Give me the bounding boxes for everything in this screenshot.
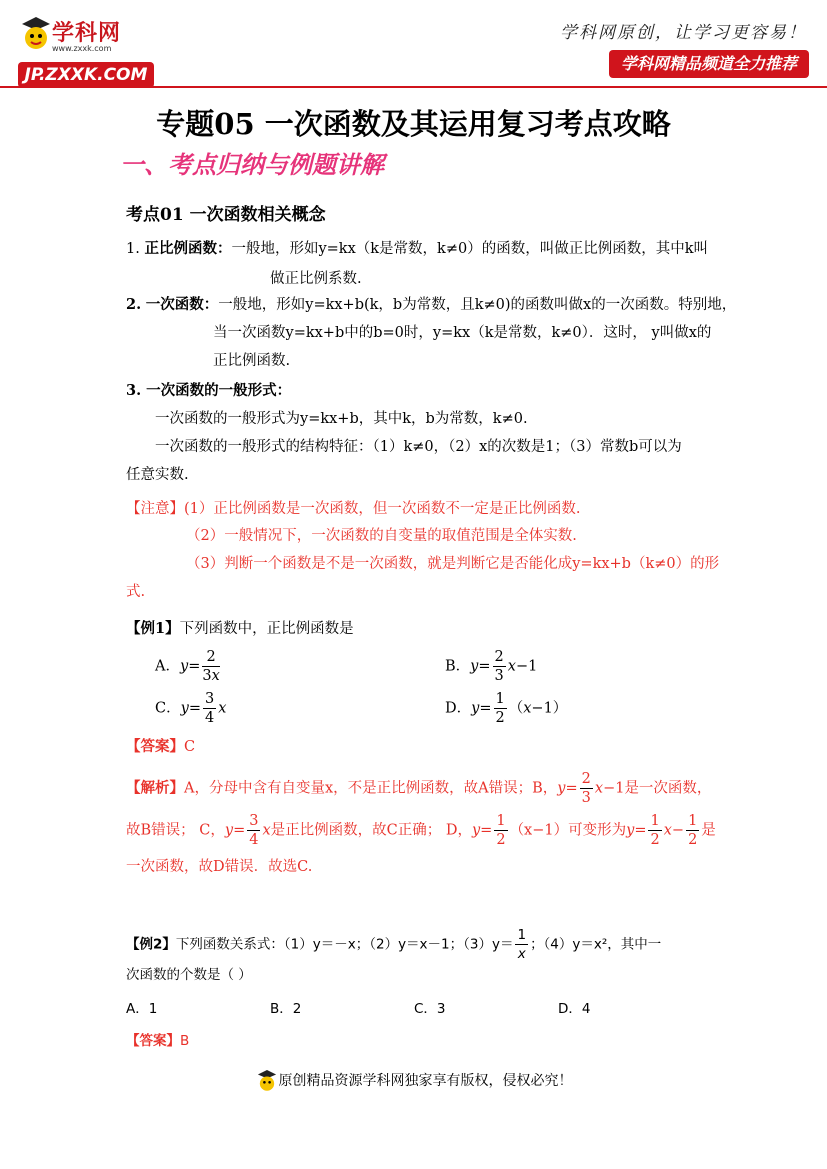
analysis-text-2a: 故B错误； C， <box>126 822 225 839</box>
example-1-text: 下列函数中，正比例函数是 <box>179 621 354 637</box>
option-a: A．y= $\frac{2}{3x}$ <box>155 649 220 684</box>
example-2-question-line1: 【例2】下列函数关系式：（1）y＝－x；（2）y＝x－1；（3）y＝ $\frac{1}{x}$ ；（4）y＝x²，其中一 <box>126 927 662 962</box>
analysis-line-2: 故B错误； C，y= $\frac{3}{4}$ x是正比例函数，故C正确； D，y= $\frac{1}{2}$ （x−1）可变形为y= $\frac{1}{2}$ x− $\frac{1}{2}$ 是 <box>126 813 716 848</box>
option-c-label: C． <box>155 700 181 717</box>
ex2-option-c: C．3 <box>414 1001 446 1017</box>
example-1-tag: 【例1】 <box>126 620 180 637</box>
item-2-line1: 一般地，形如y=kx+b(k，b为常数，且k≠0)的函数叫做x的一次函数。特别地， <box>218 297 737 313</box>
item-1-line1: 一般地，形如y=kx（k是常数，k≠0）的函数，叫做正比例函数，其中k叫 <box>231 241 708 257</box>
analysis-text-2b: 是正比例函数，故C正确； D， <box>270 822 472 839</box>
ex2-answer-tag: 【答案】 <box>126 1033 180 1049</box>
note-text-1: (1）正比例函数是一次函数，但一次函数不一定是正比例函数. <box>184 501 581 517</box>
item-3-heading: 3. 一次函数的一般形式： <box>126 382 292 399</box>
option-c: C．y= $\frac{3}{4}$ x <box>155 691 227 726</box>
option-b-label: B． <box>445 658 471 675</box>
kaodian-heading: 考点01 一次函数相关概念 <box>126 205 326 225</box>
example-2-question-line2: 次函数的个数是（ ） <box>126 967 252 983</box>
jp-badge[interactable]: JP.ZXXK.COM <box>18 62 154 88</box>
item-2-line3: 正比例函数. <box>213 353 291 369</box>
header-divider <box>0 86 827 88</box>
ex2-option-d: D．4 <box>558 1001 591 1017</box>
item-2-label: 一次函数： <box>145 296 219 313</box>
note-tag: 【注意】 <box>126 501 184 517</box>
item-2-line2: 当一次函数y=kx+b中的b=0时，y=kx（k是常数，k≠0）．这时， y叫做x的 <box>213 325 712 341</box>
brand-name: 学科网 <box>52 21 122 46</box>
example-2-answer <box>126 1030 189 1052</box>
copyright-text: 原创精品资源学科网独家享有版权，侵权必究！ <box>278 1073 573 1089</box>
note-line-4: 式. <box>126 584 146 600</box>
option-d: D．y= $\frac{1}{2}$ （x−1） <box>445 691 568 726</box>
analysis-text-1a: A，分母中含有自变量x，不是正比例函数，故A错误；B， <box>184 780 558 797</box>
answer-tag: 【答案】 <box>126 738 184 755</box>
ex2-option-a: A．1 <box>126 1001 158 1017</box>
mascot-icon <box>255 1068 279 1094</box>
analysis-text-2d: 是 <box>701 822 716 839</box>
analysis-line-3: 一次函数，故D错误．故选C. <box>126 859 313 875</box>
analysis-line-1: 【解析】A，分母中含有自变量x，不是正比例函数，故A错误；B，y= $\frac{2}{3}$ x−1是一次函数， <box>126 771 712 806</box>
example-2-text-2: ；（4）y＝x²，其中一 <box>530 936 662 953</box>
item-2 <box>126 294 736 316</box>
mascot-icon <box>18 14 54 54</box>
note-line-3: （3）判断一个函数是不是一次函数，就是判断它是否能化成y=kx+b（k≠0）的形 <box>186 556 720 572</box>
note-line-2: （2）一般情况下，一次函数的自变量的取值范围是全体实数. <box>186 528 577 544</box>
item-1 <box>126 238 708 260</box>
item-3-line3: 任意实数. <box>126 467 189 483</box>
recommend-badge: 学科网精品频道全力推荐 <box>609 50 809 78</box>
item-3-line1: 一次函数的一般形式为y=kx+b，其中k，b为常数，k≠0. <box>155 411 528 427</box>
page-title: 专题05 一次函数及其运用复习考点攻略 <box>156 107 671 141</box>
ex2-option-b: B．2 <box>270 1001 302 1017</box>
analysis-text-2c: （x−1）可变形为 <box>509 822 627 839</box>
analysis-tag: 【解析】 <box>126 779 184 797</box>
copyright-footer <box>0 1068 827 1094</box>
option-a-label: A． <box>155 658 180 675</box>
example-2-tag: 【例2】 <box>126 936 176 953</box>
brand-url: www.zxxk.com <box>52 44 112 53</box>
ex2-answer-value: B <box>180 1033 190 1049</box>
item-2-number: 2. <box>126 296 142 313</box>
section-heading: 一、考点归纳与例题讲解 <box>120 151 384 179</box>
item-1-label: 正比例函数： <box>144 240 232 257</box>
analysis-text-1b: 是一次函数， <box>624 780 712 797</box>
example-1-question <box>126 618 354 640</box>
item-1-number: 1. <box>126 241 140 257</box>
site-logo <box>18 12 158 85</box>
option-b: B．y= $\frac{2}{3}$ x−1 <box>445 649 538 684</box>
slogan: 学科网原创，让学习更容易！ <box>560 23 807 43</box>
item-3-line2: 一次函数的一般形式的结构特征：（1）k≠0，（2）x的次数是1；（3）常数b可以为 <box>155 439 682 455</box>
item-1-line2: 做正比例系数. <box>270 271 362 287</box>
option-d-label: D． <box>445 700 472 717</box>
note-line-1 <box>126 498 581 520</box>
example-2-text-1: 下列函数关系式：（1）y＝－x；（2）y＝x－1；（3）y＝ <box>175 936 514 953</box>
example-1-answer <box>126 736 195 758</box>
answer-value: C <box>184 739 196 755</box>
